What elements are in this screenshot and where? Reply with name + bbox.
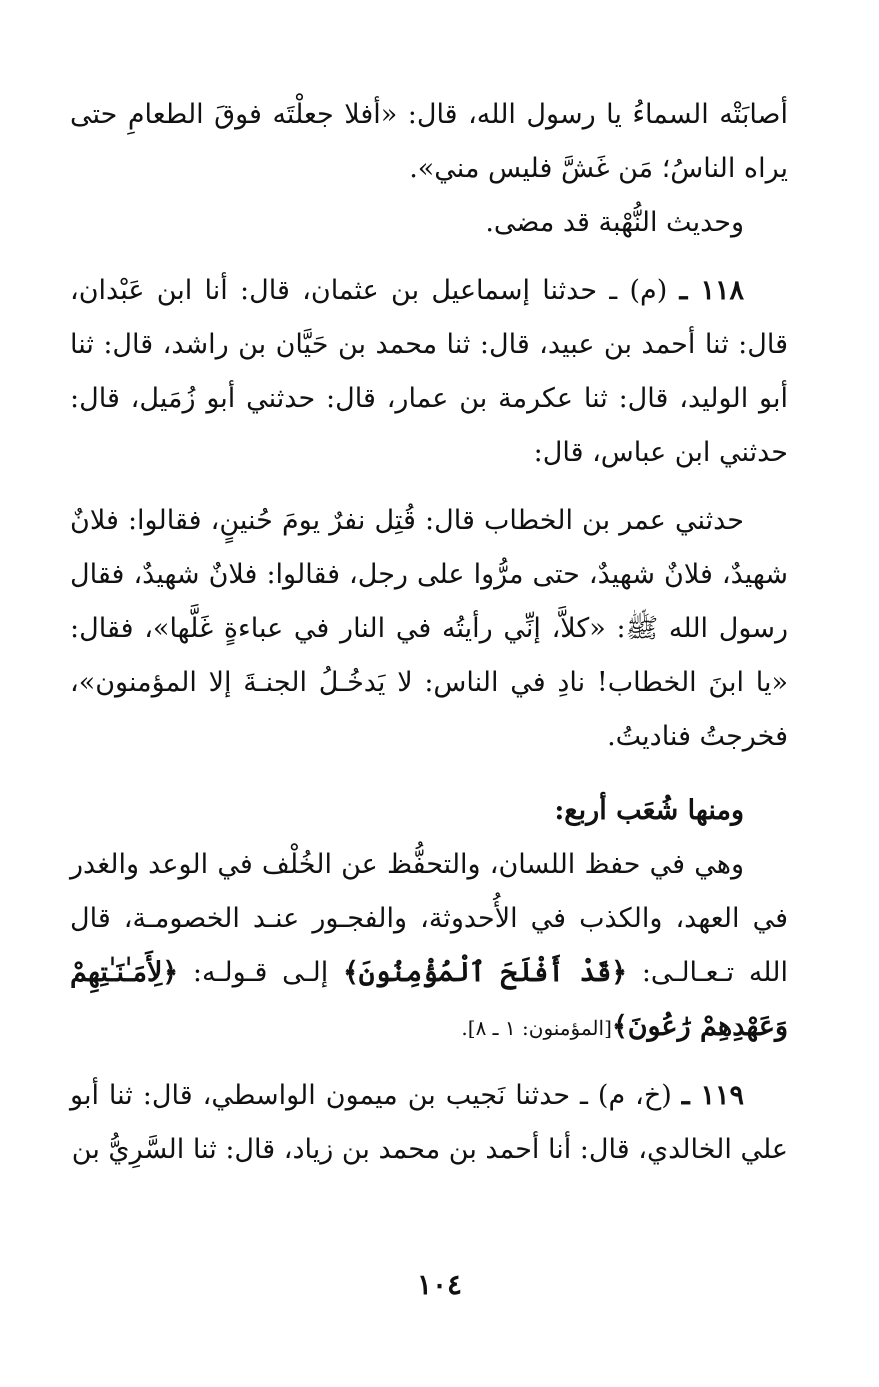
branches-text: وهي في حفظ اللسان، والتحفُّظ عن الخُلْف في الوعد والغدر في العهد، والكذب في الأُحدوثة، والفجـور عنـد الخصومـة، قال الله تـعـالـى: bbox=[70, 849, 788, 988]
page-number: ١٠٤ bbox=[416, 1268, 463, 1301]
paragraph-nuhba: وحديث النُّهْبة قد مضى. bbox=[485, 207, 744, 238]
section-heading: ومنها شُعَب أربع: bbox=[554, 795, 744, 826]
quran-verse-1: ﴿قَدْ أَفْلَحَ ٱلْمُؤْمِنُونَ﴾ bbox=[342, 957, 628, 988]
hadith-119-text: (خ، م) ـ حدثنا نَجيب بن ميمون الواسطي، قال: ثنا أبو علي الخالدي، قال: أنا أحمد بن محمد بن زياد، قال: ثنا السَّرِيُّ بن bbox=[70, 1080, 788, 1165]
paragraph-four-branches bbox=[70, 838, 788, 1055]
paragraph-hadith-119 bbox=[70, 1069, 788, 1177]
page-body bbox=[70, 88, 788, 1177]
paragraph-continuation: أصابَتْه السماءُ يا رسول الله، قال: «أفلا جعلْتَه فوقَ الطعامِ حتى يراه الناسُ؛ مَن غَشَّ فليس مني». bbox=[70, 99, 788, 184]
paragraph-hadith-118 bbox=[70, 264, 788, 480]
quran-verse-2: ﴿لِأَمَـٰنَـٰتِهِمْ وَعَهْدِهِمْ رَٰعُونَ﴾ bbox=[70, 957, 788, 1042]
hadith-number-119: ١١٩ ـ bbox=[681, 1080, 744, 1111]
paragraph-umar-narration: حدثني عمر بن الخطاب قال: قُتِل نفرٌ يومَ حُنينٍ، فقالوا: فلانٌ شهيدٌ، فلانٌ شهيدٌ، حتى مرُّوا على رجل، فقالوا: فلانٌ شهيدٌ، فقال رسول الله ﷺ: «كلاَّ، إنِّي رأيتُه في النار في عباءةٍ غَلَّها»، فقال: «يا ابنَ الخطاب! نادِ في الناس: لا يَدخُـلُ الجنـةَ إلا المؤمنون»، فخرجتُ فناديتُ. bbox=[70, 505, 788, 752]
quran-reference: [المؤمنون: ١ ـ ٨]. bbox=[461, 1016, 612, 1040]
hadith-number-118: ١١٨ ـ bbox=[679, 275, 744, 306]
hadith-118-text: (م) ـ حدثنا إسماعيل بن عثمان، قال: أنا ابن عَبْدان، قال: ثنا أحمد بن عبيد، قال: ثنا محمد بن حَيَّان بن راشد، قال: ثنا أبو الوليد، قال: ثنا عكرمة بن عمار، قال: حدثني أبو زُمَيل، قال: حدثني ابن عباس، قال: bbox=[70, 275, 788, 468]
branches-middle: إلـى قـولـه: bbox=[192, 957, 329, 988]
